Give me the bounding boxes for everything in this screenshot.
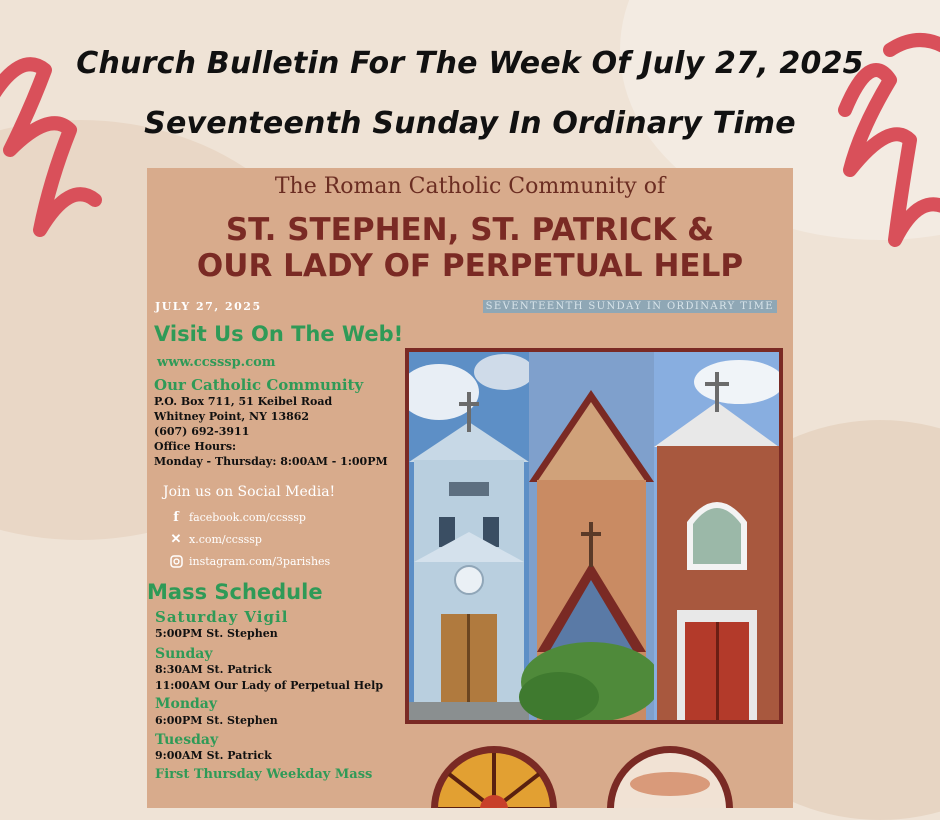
web-heading: Visit Us On The Web!: [154, 322, 404, 346]
liturgical-sunday: SEVENTEENTH SUNDAY IN ORDINARY TIME: [483, 300, 777, 313]
schedule-time: 11:00AM Our Lady of Perpetual Help: [155, 679, 384, 692]
facebook-icon: f: [173, 509, 179, 525]
schedule-day: First Thursday Weekday Mass: [155, 767, 373, 782]
social-link-x[interactable]: [169, 532, 262, 546]
contact-info: [154, 394, 388, 469]
address-line: P.O. Box 711, 51 Keibel Road: [154, 395, 333, 408]
churches-illustration: [409, 352, 779, 720]
social-label: instagram.com/3parishes: [189, 554, 331, 568]
instagram-icon: [169, 554, 183, 568]
parish-names-line2: OUR LADY OF PERPETUAL HELP: [196, 248, 744, 284]
social-heading: Join us on Social Media!: [163, 484, 336, 500]
website-link[interactable]: www.ccsssp.com: [157, 355, 276, 370]
schedule-time: 5:00PM St. Stephen: [155, 627, 278, 640]
schedule-time: 8:30AM St. Patrick: [155, 663, 272, 676]
x-icon: ✕: [170, 531, 182, 547]
community-heading: The Roman Catholic Community of: [274, 174, 666, 199]
bulletin-subtitle: Seventeenth Sunday In Ordinary Time: [144, 106, 796, 141]
schedule-day: Monday: [155, 696, 218, 712]
address-line: Whitney Point, NY 13862: [154, 410, 310, 423]
schedule-day: Tuesday: [155, 732, 219, 748]
parish-names-line1: ST. STEPHEN, ST. PATRICK &: [225, 212, 715, 248]
bulletin-date: JULY 27, 2025: [155, 300, 262, 313]
office-hours-label: Office Hours:: [154, 440, 237, 453]
social-link-instagram[interactable]: [169, 554, 330, 568]
hands-image: [605, 744, 735, 808]
schedule-time: 6:00PM St. Stephen: [155, 714, 278, 727]
bulletin-title: Church Bulletin For The Week Of July 27, 2025: [76, 46, 864, 81]
mass-schedule-heading: Mass Schedule: [147, 580, 323, 604]
office-hours: Monday - Thursday: 8:00AM - 1:00PM: [154, 455, 388, 468]
community-info-heading: Our Catholic Community: [154, 376, 364, 394]
bulletin-cover: [147, 168, 793, 808]
schedule-day: Saturday Vigil: [155, 608, 289, 626]
social-link-facebook[interactable]: [169, 510, 306, 524]
social-label: facebook.com/ccsssp: [189, 510, 306, 524]
schedule-day: Sunday: [155, 646, 213, 662]
phone-number: (607) 692-3911: [154, 425, 250, 438]
social-label: x.com/ccsssp: [189, 532, 262, 546]
stained-glass-image: [429, 744, 559, 808]
churches-photo-collage: [405, 348, 783, 724]
schedule-time: 9:00AM St. Patrick: [155, 749, 272, 762]
